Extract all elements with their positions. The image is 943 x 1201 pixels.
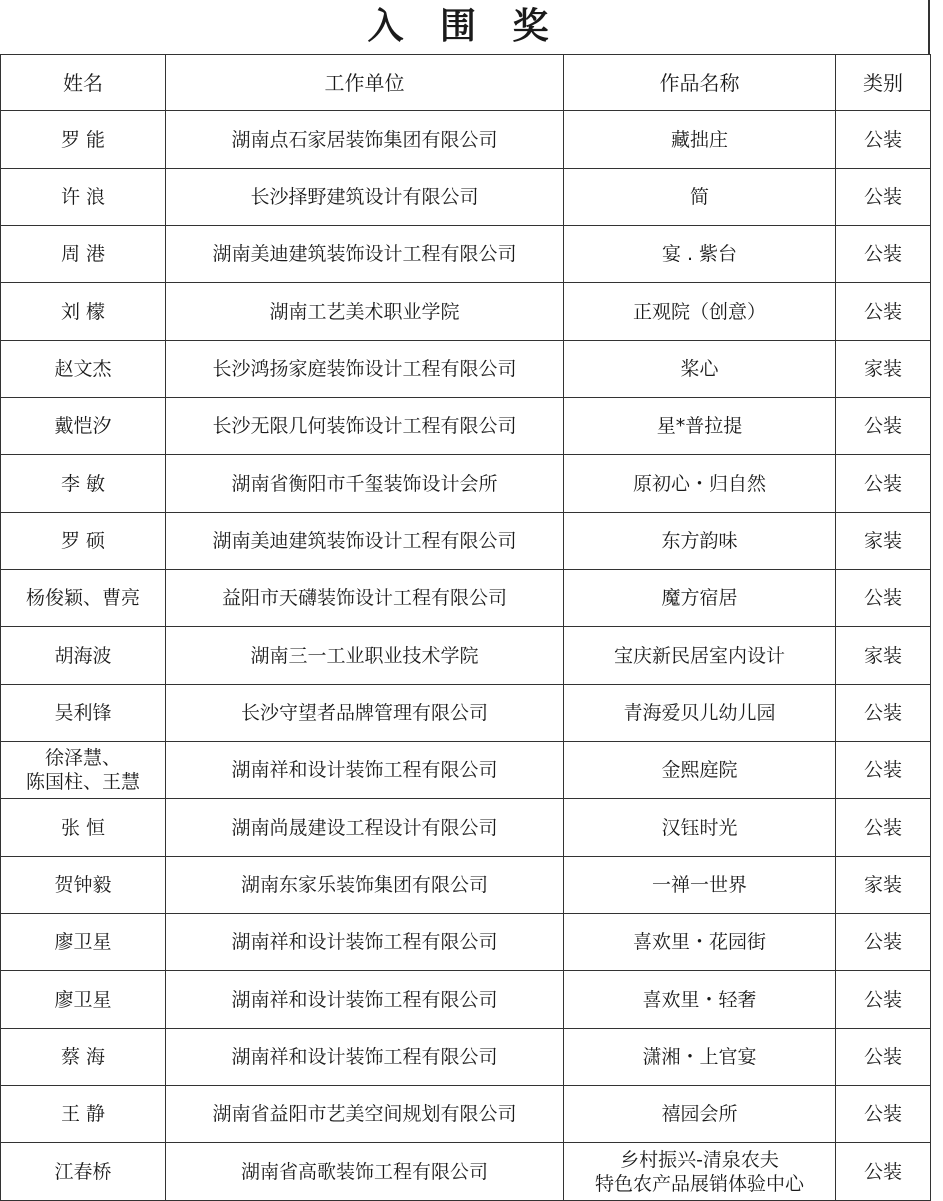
unit-cell: 湖南工艺美术职业学院 <box>166 283 564 341</box>
table-row <box>1 455 931 513</box>
table-row <box>1 513 931 570</box>
table-row <box>1 799 931 857</box>
name-cell: 杨俊颖、曹亮 <box>1 570 166 627</box>
work-cell: 正观院（创意） <box>564 283 836 341</box>
table-row <box>1 627 931 685</box>
category-cell: 公装 <box>836 914 931 971</box>
work-cell: 青海爱贝儿幼儿园 <box>564 685 836 742</box>
work-cell: 原初心・归自然 <box>564 455 836 513</box>
category-cell: 公装 <box>836 1029 931 1086</box>
table-row <box>1 570 931 627</box>
unit-cell: 湖南祥和设计装饰工程有限公司 <box>166 742 564 799</box>
category-cell: 家装 <box>836 627 931 685</box>
name-cell: 胡海波 <box>1 627 166 685</box>
work-cell: 东方韵味 <box>564 513 836 570</box>
work-cell: 喜欢里・花园街 <box>564 914 836 971</box>
header-name: 姓名 <box>1 55 166 111</box>
unit-cell: 长沙无限几何装饰设计工程有限公司 <box>166 398 564 455</box>
unit-cell: 湖南美迪建筑装饰设计工程有限公司 <box>166 513 564 570</box>
category-cell: 公装 <box>836 742 931 799</box>
work-cell: 禧园会所 <box>564 1086 836 1143</box>
table-row <box>1 398 931 455</box>
unit-cell: 长沙鸿扬家庭装饰设计工程有限公司 <box>166 341 564 398</box>
table-row <box>1 1143 931 1201</box>
work-cell: 魔方宿居 <box>564 570 836 627</box>
name-cell: 廖卫星 <box>1 914 166 971</box>
awards-table-body <box>1 111 931 1201</box>
unit-cell: 湖南东家乐装饰集团有限公司 <box>166 857 564 914</box>
unit-cell: 湖南祥和设计装饰工程有限公司 <box>166 914 564 971</box>
name-cell: 吴利锋 <box>1 685 166 742</box>
name-cell: 许 浪 <box>1 169 166 226</box>
category-cell: 公装 <box>836 1143 931 1201</box>
work-cell: 藏拙庄 <box>564 111 836 169</box>
category-cell: 公装 <box>836 111 931 169</box>
name-cell: 张 恒 <box>1 799 166 857</box>
name-cell: 蔡 海 <box>1 1029 166 1086</box>
category-cell: 公装 <box>836 971 931 1029</box>
name-cell: 周 港 <box>1 226 166 283</box>
name-cell: 廖卫星 <box>1 971 166 1029</box>
table-row <box>1 226 931 283</box>
work-cell: 桨心 <box>564 341 836 398</box>
work-cell: 金熙庭院 <box>564 742 836 799</box>
category-cell: 公装 <box>836 455 931 513</box>
name-cell: 李 敏 <box>1 455 166 513</box>
name-cell: 江春桥 <box>1 1143 166 1201</box>
page-title: 入 围 奖 <box>367 5 561 47</box>
work-cell: 星*普拉提 <box>564 398 836 455</box>
unit-cell: 湖南尚晟建设工程设计有限公司 <box>166 799 564 857</box>
awards-table <box>0 54 931 1201</box>
table-row <box>1 111 931 169</box>
name-cell: 罗 硕 <box>1 513 166 570</box>
category-cell: 公装 <box>836 226 931 283</box>
category-cell: 家装 <box>836 857 931 914</box>
unit-cell: 湖南省高歌装饰工程有限公司 <box>166 1143 564 1201</box>
category-cell: 公装 <box>836 169 931 226</box>
category-cell: 家装 <box>836 513 931 570</box>
work-cell: 潇湘・上官宴 <box>564 1029 836 1086</box>
work-cell: 乡村振兴-清泉农夫 特色农产品展销体验中心 <box>564 1143 836 1201</box>
table-row <box>1 341 931 398</box>
unit-cell: 湖南三一工业职业技术学院 <box>166 627 564 685</box>
name-cell: 刘 檬 <box>1 283 166 341</box>
header-work: 作品名称 <box>564 55 836 111</box>
work-cell: 宴 . 紫台 <box>564 226 836 283</box>
header-category: 类别 <box>836 55 931 111</box>
name-cell: 罗 能 <box>1 111 166 169</box>
unit-cell: 湖南省衡阳市千玺装饰设计会所 <box>166 455 564 513</box>
table-row <box>1 283 931 341</box>
unit-cell: 长沙守望者品牌管理有限公司 <box>166 685 564 742</box>
name-cell: 徐泽慧、 陈国柱、王慧 <box>1 742 166 799</box>
work-cell: 喜欢里・轻奢 <box>564 971 836 1029</box>
table-row <box>1 742 931 799</box>
category-cell: 公装 <box>836 799 931 857</box>
title-bar <box>0 0 930 55</box>
unit-cell: 湖南省益阳市艺美空间规划有限公司 <box>166 1086 564 1143</box>
name-cell: 贺钟毅 <box>1 857 166 914</box>
header-row <box>1 55 931 111</box>
category-cell: 公装 <box>836 685 931 742</box>
unit-cell: 益阳市天礴装饰设计工程有限公司 <box>166 570 564 627</box>
unit-cell: 湖南点石家居装饰集团有限公司 <box>166 111 564 169</box>
category-cell: 公装 <box>836 1086 931 1143</box>
category-cell: 公装 <box>836 398 931 455</box>
table-row <box>1 1029 931 1086</box>
unit-cell: 湖南美迪建筑装饰设计工程有限公司 <box>166 226 564 283</box>
table-row <box>1 685 931 742</box>
unit-cell: 湖南祥和设计装饰工程有限公司 <box>166 1029 564 1086</box>
name-cell: 戴恺汐 <box>1 398 166 455</box>
header-unit: 工作单位 <box>166 55 564 111</box>
unit-cell: 长沙择野建筑设计有限公司 <box>166 169 564 226</box>
category-cell: 公装 <box>836 570 931 627</box>
table-row <box>1 914 931 971</box>
table-row <box>1 971 931 1029</box>
name-cell: 赵文杰 <box>1 341 166 398</box>
work-cell: 简 <box>564 169 836 226</box>
unit-cell: 湖南祥和设计装饰工程有限公司 <box>166 971 564 1029</box>
category-cell: 公装 <box>836 283 931 341</box>
name-cell: 王 静 <box>1 1086 166 1143</box>
category-cell: 家装 <box>836 341 931 398</box>
table-row <box>1 169 931 226</box>
table-row <box>1 1086 931 1143</box>
table-row <box>1 857 931 914</box>
work-cell: 一禅一世界 <box>564 857 836 914</box>
work-cell: 汉钰时光 <box>564 799 836 857</box>
work-cell: 宝庆新民居室内设计 <box>564 627 836 685</box>
